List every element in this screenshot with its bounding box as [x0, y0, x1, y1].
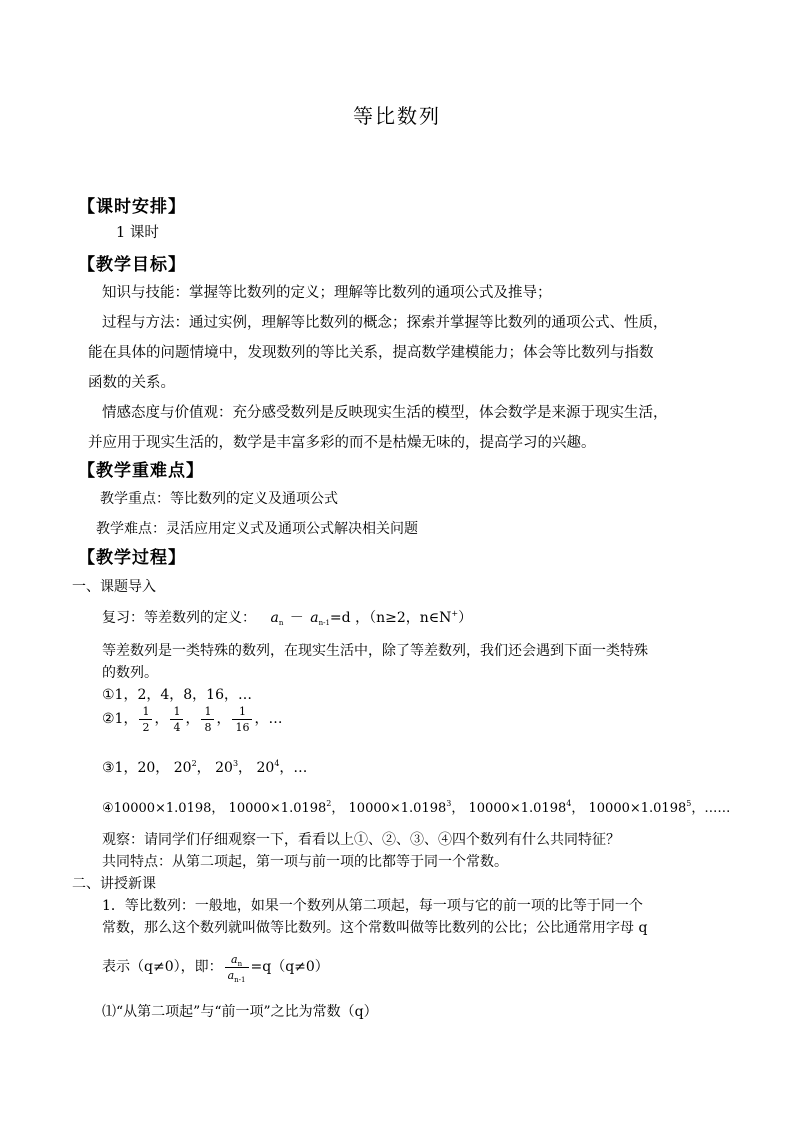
schedule-heading: 【课时安排】: [78, 197, 186, 217]
fraction-sixteenth: $\frac{1}{16}$: [232, 704, 252, 735]
sequence-2: ②1， $\frac{1}{2}$ ， $\frac{1}{4}$ ， $\frac{1}{8}$ ， $\frac{1}{16}$ ，…: [102, 704, 283, 734]
sequence-4: ④10000×1.0198， $10000\times 1.0198^2$， $10000\times 1.0198^3$， $10000\times 1.0198^4$， $10000\times 1.0198^5$，……: [102, 799, 731, 816]
key-points-heading: 【教学重难点】: [78, 461, 204, 481]
schedule-content: 1 课时: [116, 225, 159, 241]
fraction-quarter: $\frac{1}{4}$: [170, 704, 183, 735]
goal-process-line-1: 过程与方法：通过实例，理解等比数列的概念；探索并掌握等比数列的通项公式、性质，: [102, 315, 668, 331]
part2-heading: 二、讲授新课: [72, 876, 156, 892]
goal-process-line-3: 函数的关系。: [88, 375, 175, 391]
sequence-1: ①1，2，4，8，16，…: [102, 687, 252, 703]
review-formula: $a_n - a_{n-1}=d$: [270, 610, 351, 627]
fraction-eighth: $\frac{1}{8}$: [201, 704, 214, 735]
observe-line: 观察：请同学们仔细观察一下，看看以上①、②、③、④四个数列有什么共同特征？: [102, 832, 620, 848]
ratio-fraction: $\frac{a_n}{a_{n-1}}$: [225, 952, 249, 983]
fraction-half: $\frac{1}{2}$: [139, 704, 152, 735]
review-condition: ，（n≥2，n∈N+）: [355, 609, 473, 626]
part1-heading: 一、课题导入: [72, 579, 156, 595]
definition-line-2: 常数，那么这个数列就叫做等比数列。这个常数叫做等比数列的公比；公比通常用字母 q: [102, 920, 648, 936]
review-label: 复习：等差数列的定义：: [102, 610, 256, 626]
intro-line-1: 等差数列是一类特殊的数列，在现实生活中，除了等差数列，我们还会遇到下面一类特殊: [102, 643, 648, 659]
definition-line-1: 1．等比数列：一般地，如果一个数列从第二项起，每一项与它的前一项的比等于同一个: [102, 898, 643, 914]
goal-emotion-line-2: 并应用于现实生活的，数学是丰富多彩的而不是枯燥无味的，提高学习的兴趣。: [88, 435, 596, 451]
difficulty-text: 教学难点：灵活应用定义式及通项公式解决相关问题: [96, 521, 418, 537]
process-heading: 【教学过程】: [78, 548, 186, 568]
common-feature-line: 共同特点：从第二项起，第一项与前一项的比都等于同一个常数。: [102, 854, 508, 870]
definition-line-3: 表示（q≠0），即： $\frac{a_n}{a_{n-1}}$ =q（q≠0）: [102, 952, 329, 984]
intro-line-2: 的数列。: [102, 665, 158, 681]
key-point-text: 教学重点：等比数列的定义及通项公式: [100, 491, 338, 507]
sequence-3: ③1，20， $20^2$， $20^3$， $20^4$，…: [102, 759, 308, 776]
page-title: 等比数列: [353, 104, 441, 128]
note-1: ⑴“从第二项起”与“前一项”之比为常数（q）: [102, 1004, 378, 1020]
goal-knowledge: 知识与技能：掌握等比数列的定义；理解等比数列的通项公式及推导；: [102, 285, 552, 301]
goal-process-line-2: 能在具体的问题情境中，发现数列的等比关系，提高数学建模能力；体会等比数列与指数: [88, 345, 654, 361]
goals-heading: 【教学目标】: [78, 255, 186, 275]
goal-emotion-line-1: 情感态度与价值观：充分感受数列是反映现实生活的模型，体会数学是来源于现实生活，: [102, 405, 668, 421]
review-line: [102, 607, 472, 627]
